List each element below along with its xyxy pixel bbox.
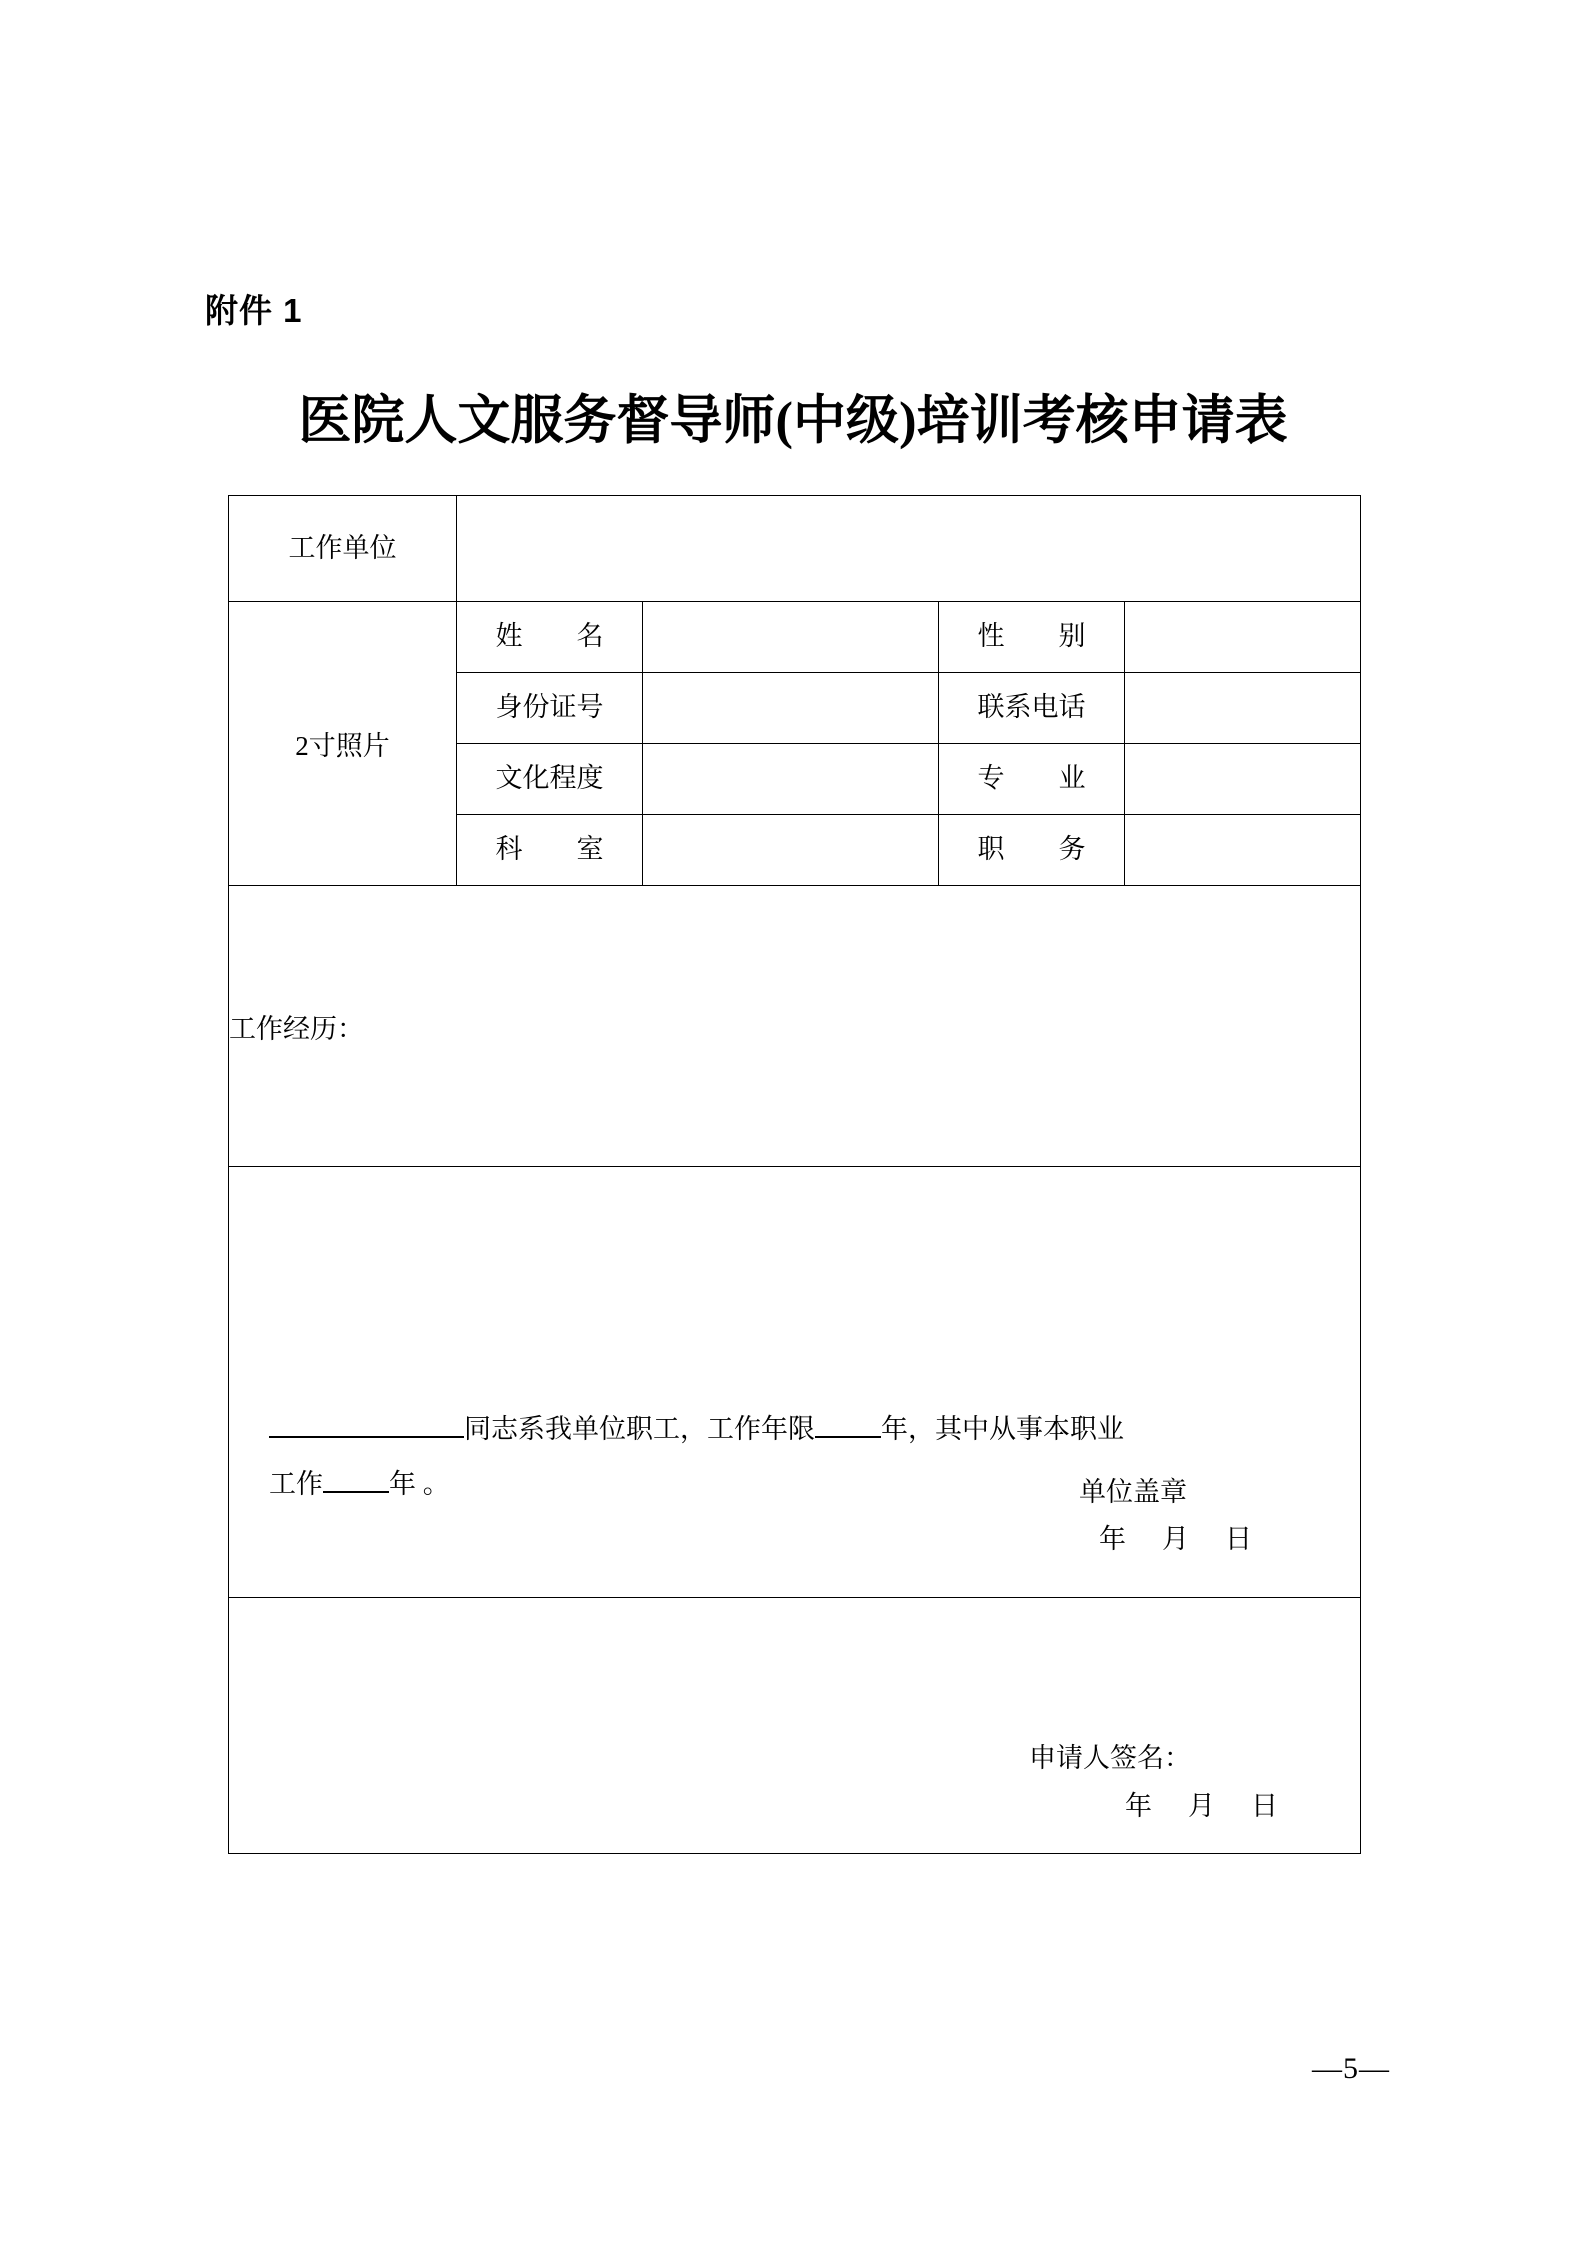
gender-value[interactable] [1125, 602, 1361, 673]
table-row-work-unit [229, 496, 1361, 602]
application-form-table [228, 495, 1361, 1854]
work-experience-cell[interactable] [229, 886, 1361, 1167]
page-title: 医院人文服务督导师(中级)培训考核申请表 [298, 392, 1288, 450]
unit-seal-date [1079, 1516, 1252, 1563]
person-name-blank[interactable] [269, 1436, 464, 1438]
photo-placeholder: 2寸照片 [229, 602, 457, 886]
signature-date [1029, 1782, 1278, 1831]
signature-date-year: 年 [1125, 1791, 1152, 1822]
seal-date-month: 月 [1162, 1523, 1189, 1554]
seal-date-year: 年 [1099, 1523, 1126, 1554]
applicant-signature-cell [229, 1598, 1361, 1854]
name-label: 姓 名 [457, 602, 643, 673]
signature-block [1029, 1734, 1278, 1831]
major-label: 专 业 [939, 744, 1125, 815]
id-number-value[interactable] [643, 673, 939, 744]
attachment-label: 附件 1 [205, 292, 303, 329]
department-value[interactable] [643, 815, 939, 886]
work-unit-value[interactable] [457, 496, 1361, 602]
work-experience-label: 工作经历： [229, 1013, 364, 1044]
phone-label: 联系电话 [939, 673, 1125, 744]
certification-line2-part1: 工作 [269, 1469, 323, 1499]
unit-seal-label: 单位盖章 [1079, 1476, 1187, 1507]
education-label: 文化程度 [457, 744, 643, 815]
position-label: 职 务 [939, 815, 1125, 886]
unit-seal-block [1079, 1469, 1252, 1564]
id-number-label: 身份证号 [457, 673, 643, 744]
certification-line1-part2: 年，其中从事本职业 [881, 1413, 1124, 1444]
seal-date-day: 日 [1225, 1523, 1252, 1554]
profession-years-blank[interactable] [323, 1491, 389, 1493]
certification-line2-part2: 年 。 [389, 1469, 450, 1499]
work-years-blank[interactable] [815, 1436, 881, 1438]
major-value[interactable] [1125, 744, 1361, 815]
unit-certification-cell [229, 1167, 1361, 1598]
name-value[interactable] [643, 602, 939, 673]
table-row-unit-certification [229, 1167, 1361, 1598]
certification-line-1 [229, 1402, 1360, 1457]
certification-line1-part1: 同志系我单位职工，工作年限 [464, 1413, 815, 1444]
work-unit-label: 工作单位 [229, 496, 457, 602]
education-value[interactable] [643, 744, 939, 815]
table-row-name-gender [229, 602, 1361, 673]
applicant-signature-label[interactable]: 申请人签名： [1029, 1742, 1191, 1773]
position-value[interactable] [1125, 815, 1361, 886]
page-number: —5— [1312, 2052, 1390, 2085]
signature-date-month: 月 [1188, 1791, 1215, 1822]
department-label: 科 室 [457, 815, 643, 886]
signature-date-day: 日 [1251, 1791, 1278, 1822]
table-row-work-experience [229, 886, 1361, 1167]
table-row-applicant-signature [229, 1598, 1361, 1854]
phone-value[interactable] [1125, 673, 1361, 744]
gender-label: 性 别 [939, 602, 1125, 673]
